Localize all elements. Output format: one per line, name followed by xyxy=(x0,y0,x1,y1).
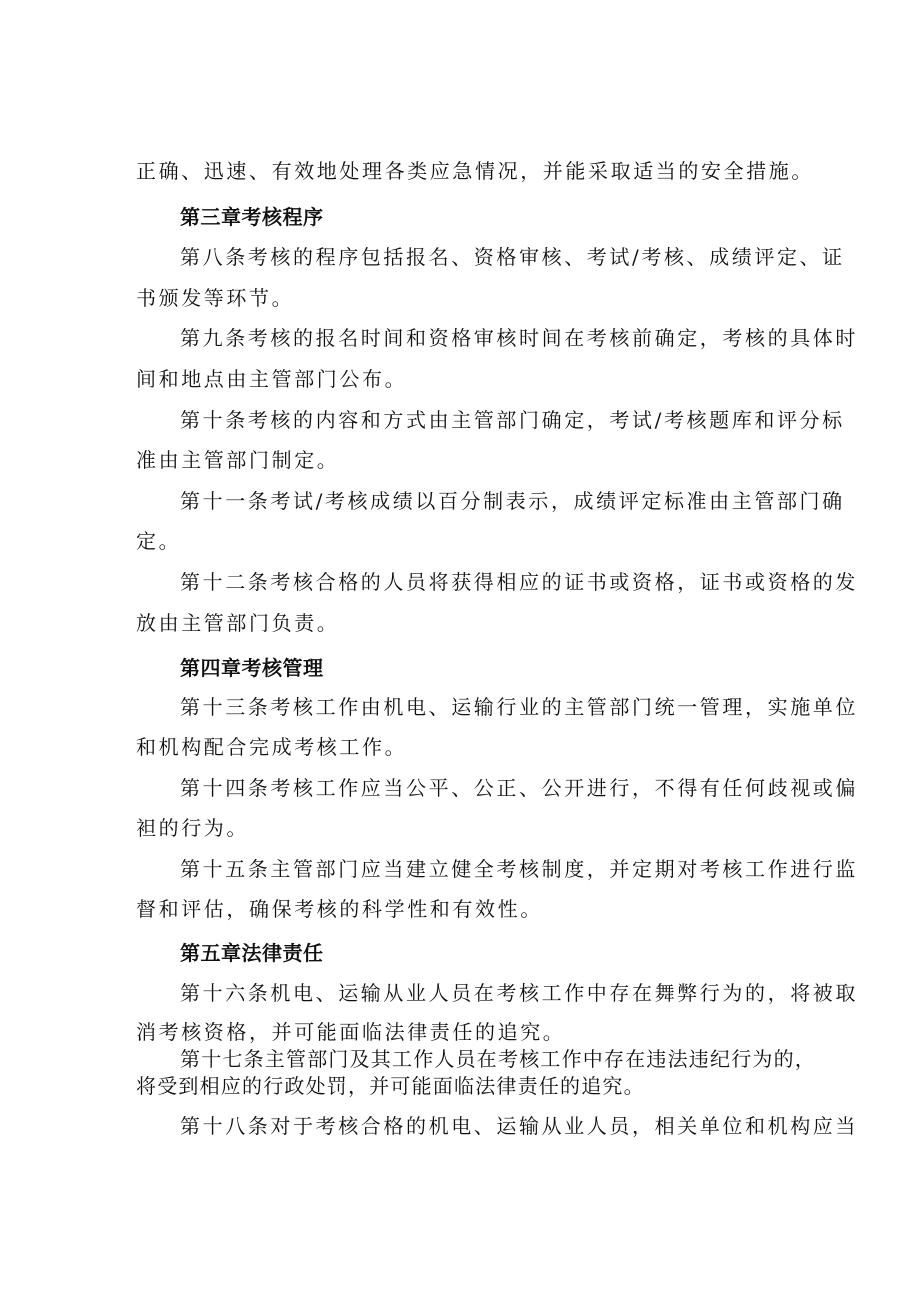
paragraph-line: 第十一条考试/考核成绩以百分制表示，成绩评定标准由主管部门确 xyxy=(180,489,845,513)
paragraph-line: 放由主管部门负责。 xyxy=(136,611,340,635)
paragraph-line: 正确、迅速、有效地处理各类应急情况，并能采取适当的安全措施。 xyxy=(136,159,814,183)
paragraph-line: 第十五条主管部门应当建立健全考核制度，并定期对考核工作进行监 xyxy=(180,857,858,881)
paragraph-line: 定。 xyxy=(136,529,182,553)
paragraph-line: 书颁发等环节。 xyxy=(136,286,295,310)
paragraph-line: 第十四条考核工作应当公平、公正、公开进行，不得有任何歧视或偏 xyxy=(180,776,858,800)
paragraph-line: 第十二条考核合格的人员将获得相应的证书或资格，证书或资格的发 xyxy=(180,570,858,594)
chapter-heading: 第五章法律责任 xyxy=(180,941,324,965)
paragraph-line: 消考核资格，并可能面临法律责任的追究。 xyxy=(136,1020,566,1044)
paragraph-line: 第十八条对于考核合格的机电、运输从业人员，相关单位和机构应当 xyxy=(180,1114,858,1138)
paragraph-line: 第十六条机电、运输从业人员在考核工作中存在舞弊行为的，将被取 xyxy=(180,981,858,1005)
chapter-heading: 第三章考核程序 xyxy=(180,205,324,229)
paragraph-line: 第八条考核的程序包括报名、资格审核、考试/考核、成绩评定、证 xyxy=(180,245,845,269)
paragraph-line: 和机构配合完成考核工作。 xyxy=(136,735,408,759)
paragraph-line: 第九条考核的报名时间和资格审核时间在考核前确定，考核的具体时 xyxy=(180,326,858,350)
paragraph-line: 第十七条主管部门及其工作人员在考核工作中存在违法违纪行为的， xyxy=(180,1047,816,1071)
chapter-heading: 第四章考核管理 xyxy=(180,656,324,680)
paragraph-line: 第十三条考核工作由机电、运输行业的主管部门统一管理，实施单位 xyxy=(180,695,858,719)
paragraph-line: 第十条考核的内容和方式由主管部门确定，考试/考核题库和评分标 xyxy=(180,408,845,432)
paragraph-line: 督和评估，确保考核的科学性和有效性。 xyxy=(136,897,543,921)
paragraph-line: 间和地点由主管部门公布。 xyxy=(136,367,408,391)
paragraph-line: 准由主管部门制定。 xyxy=(136,448,340,472)
paragraph-line: 袒的行为。 xyxy=(136,816,249,840)
paragraph-line: 将受到相应的行政处罚，并可能面临法律责任的追究。 xyxy=(136,1074,645,1098)
